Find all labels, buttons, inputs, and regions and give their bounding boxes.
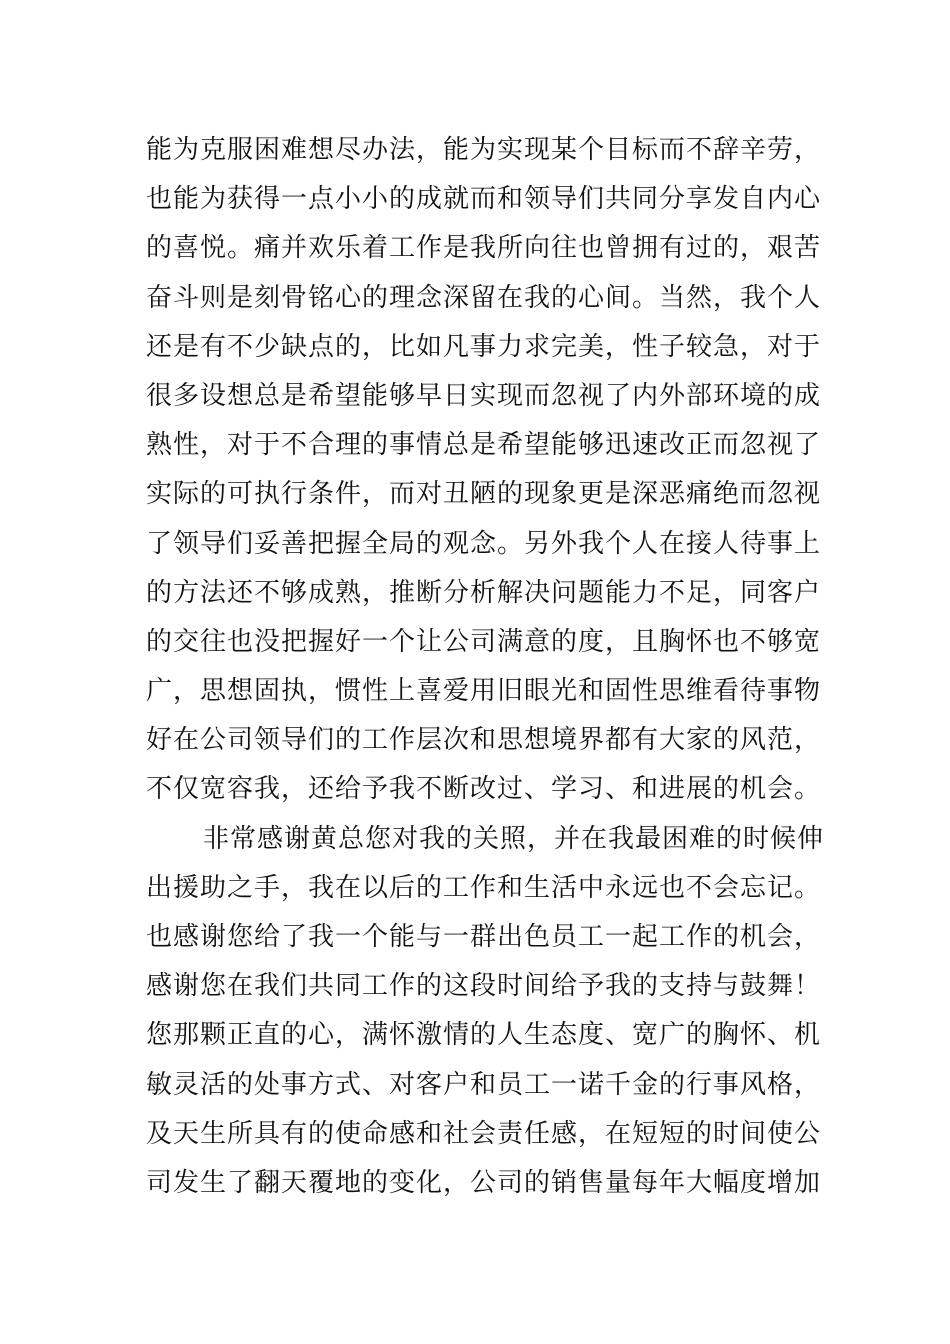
- text-line: 能为克服困难想尽办法，能为实现某个目标而不辞辛劳，: [146, 135, 822, 165]
- text-line: 还是有不少缺点的，比如凡事力求完美，性子较急，对于: [146, 331, 822, 362]
- text-line: 也感谢您给了我一个能与一群出色员工一起工作的机会，: [146, 922, 822, 952]
- text-line: 的交往也没把握好一个让公司满意的度，且胸怀也不够宽: [146, 626, 822, 657]
- text-line: 的喜悦。痛并欢乐着工作是我所向往也曾拥有过的，艰苦: [146, 233, 822, 264]
- text-line: 广，思想固执，惯性上喜爱用旧眼光和固性思维看待事物: [146, 676, 822, 707]
- text-line: 敏灵活的处事方式、对客户和员工一诺千金的行事风格，: [146, 1069, 822, 1100]
- text-line: 的方法还不够成熟，推断分析解决问题能力不足，同客户: [146, 577, 822, 608]
- text-line: 熟性，对于不合理的事情总是希望能够迅速改正而忽视了: [146, 430, 822, 461]
- paragraph-start-line: 非常感谢黄总您对我的关照，并在我最困难的时候伸: [203, 823, 825, 854]
- text-line: 很多设想总是希望能够早日实现而忽视了内外部环境的成: [146, 380, 822, 411]
- text-line: 也能为获得一点小小的成就而和领导们共同分享发自内心: [146, 184, 822, 215]
- text-line: 奋斗则是刻骨铭心的理念深留在我的心间。当然，我个人: [146, 282, 822, 313]
- text-line: 您那颗正直的心，满怀激情的人生态度、宽广的胸怀、机: [146, 1020, 822, 1051]
- text-line: 感谢您在我们共同工作的这段时间给予我的支持与鼓舞！: [146, 971, 822, 1002]
- text-line: 了领导们妥善把握全局的观念。另外我个人在接人待事上: [146, 528, 822, 559]
- body-text: [146, 126, 826, 1208]
- text-line: 司发生了翻天覆地的变化，公司的销售量每年大幅度增加: [146, 1167, 822, 1198]
- text-line: 出援助之手，我在以后的工作和生活中永远也不会忘记。: [146, 872, 822, 903]
- text-line: 及天生所具有的使命感和社会责任感，在短短的时间使公: [146, 1118, 822, 1149]
- text-line: 不仅宽容我，还给予我不断改过、学习、和进展的机会。: [146, 774, 822, 805]
- text-line: 好在公司领导们的工作层次和思想境界都有大家的风范，: [146, 725, 822, 756]
- text-line: 实际的可执行条件，而对丑陋的现象更是深恶痛绝而忽视: [146, 479, 822, 510]
